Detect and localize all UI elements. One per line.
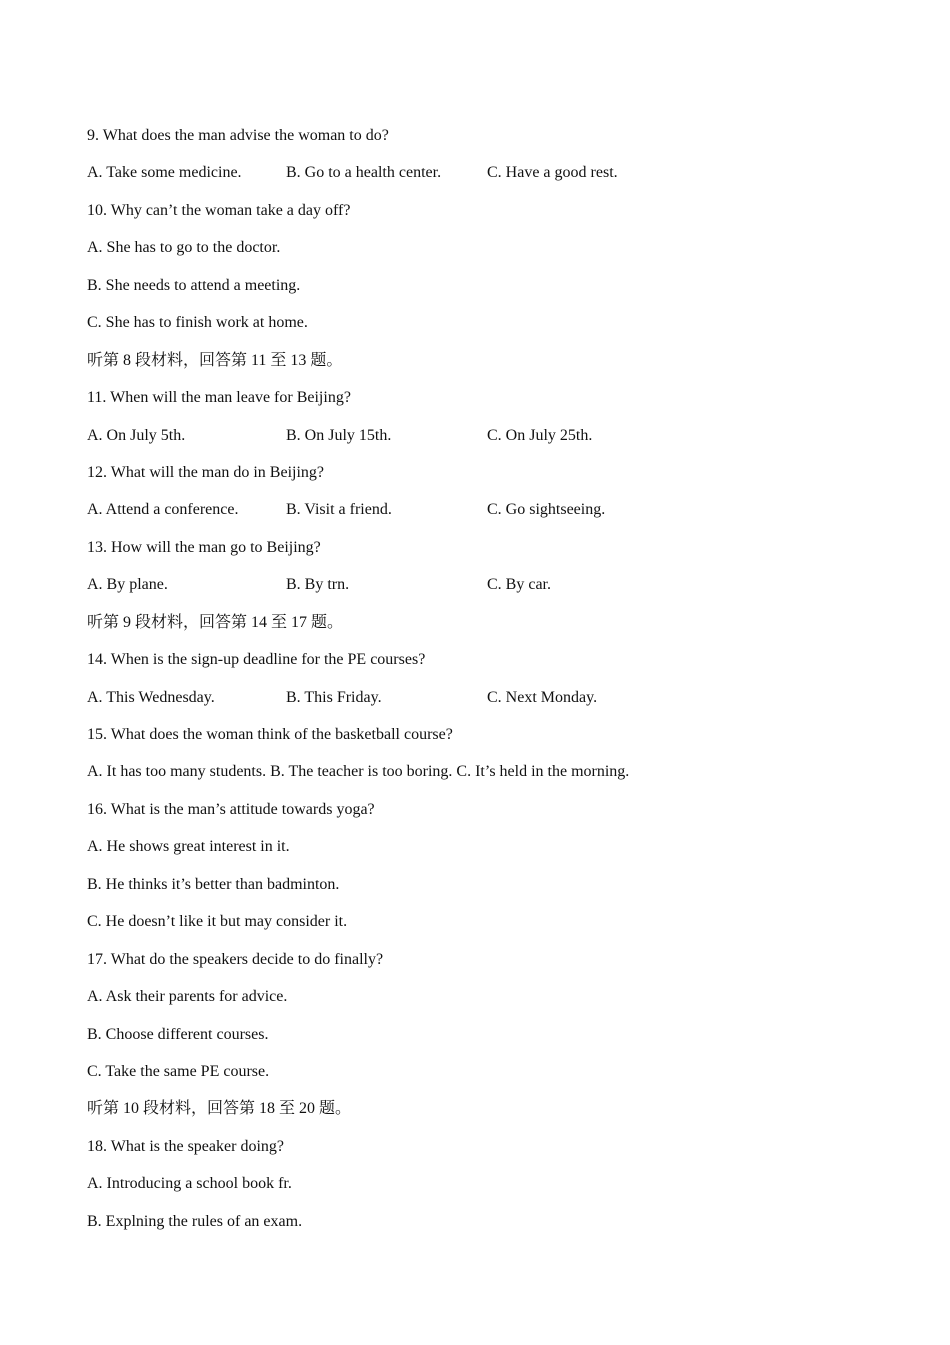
question-line: 18. What is the speaker doing? (87, 1137, 284, 1155)
question-line: 10. Why can’t the woman take a day off? (87, 201, 351, 219)
answer-option: B. Go to a health center. (286, 164, 442, 182)
answer-options (87, 161, 887, 185)
answer-options (87, 686, 887, 710)
answer-options-row (87, 573, 887, 610)
answer-options-row (87, 686, 887, 723)
exam-content (87, 124, 887, 1247)
question-line: A. He shows great interest in it. (87, 838, 290, 856)
question-line: A. Introducing a school book fr. (87, 1175, 292, 1193)
question-line: A. It has too many students. B. The teacher is too boring. C. It’s held in the morning. (87, 763, 630, 781)
question-line: 9. What does the man advise the woman to do? (87, 127, 389, 144)
question-line: A. She has to go to the doctor. (87, 239, 281, 257)
answer-options-row (87, 424, 887, 461)
question-line: 14. When is the sign-up deadline for the PE courses? (87, 651, 426, 669)
section-instruction: 听第 8 段材料，回答第 11 至 13 题。 (87, 351, 343, 369)
answer-option: A. By plane. (87, 576, 168, 594)
question-line: 16. What is the man’s attitude towards yoga? (87, 800, 375, 818)
section-instruction: 听第 9 段材料，回答第 14 至 17 题。 (87, 613, 344, 631)
question-line: B. Explning the rules of an exam. (87, 1212, 303, 1230)
question-line: 12. What will the man do in Beijing? (87, 463, 324, 481)
section-instruction: 听第 10 段材料，回答第 18 至 20 题。 (87, 1100, 352, 1118)
answer-option: B. By trn. (286, 576, 350, 594)
answer-option: C. By car. (487, 576, 551, 594)
answer-options (87, 498, 887, 522)
answer-options (87, 573, 887, 597)
answer-option: C. Have a good rest. (487, 164, 618, 182)
answer-options-row (87, 498, 887, 535)
question-line: B. Choose different courses. (87, 1025, 269, 1043)
answer-options (87, 424, 887, 448)
answer-option: B. This Friday. (286, 688, 382, 706)
answer-option: C. Next Monday. (487, 688, 598, 706)
question-line: A. Ask their parents for advice. (87, 988, 288, 1006)
answer-option: A. Attend a conference. (87, 501, 239, 519)
answer-option: B. On July 15th. (286, 426, 392, 444)
answer-option: A. This Wednesday. (87, 688, 215, 706)
answer-option: C. On July 25th. (487, 426, 593, 444)
answer-option: A. Take some medicine. (87, 164, 242, 182)
question-line: B. He thinks it’s better than badminton. (87, 875, 340, 893)
answer-option: A. On July 5th. (87, 426, 186, 444)
question-line: 17. What do the speakers decide to do finally? (87, 950, 384, 968)
question-line: 11. When will the man leave for Beijing? (87, 389, 351, 407)
answer-options-row (87, 161, 887, 198)
question-line: B. She needs to attend a meeting. (87, 276, 301, 294)
answer-option: C. Go sightseeing. (487, 501, 606, 519)
question-line: 15. What does the woman think of the basketball course? (87, 726, 453, 743)
question-line: 13. How will the man go to Beijing? (87, 538, 321, 556)
question-line: C. She has to finish work at home. (87, 314, 308, 332)
question-line: C. He doesn’t like it but may consider it. (87, 913, 348, 931)
question-line: C. Take the same PE course. (87, 1062, 270, 1080)
answer-option: B. Visit a friend. (286, 501, 392, 519)
